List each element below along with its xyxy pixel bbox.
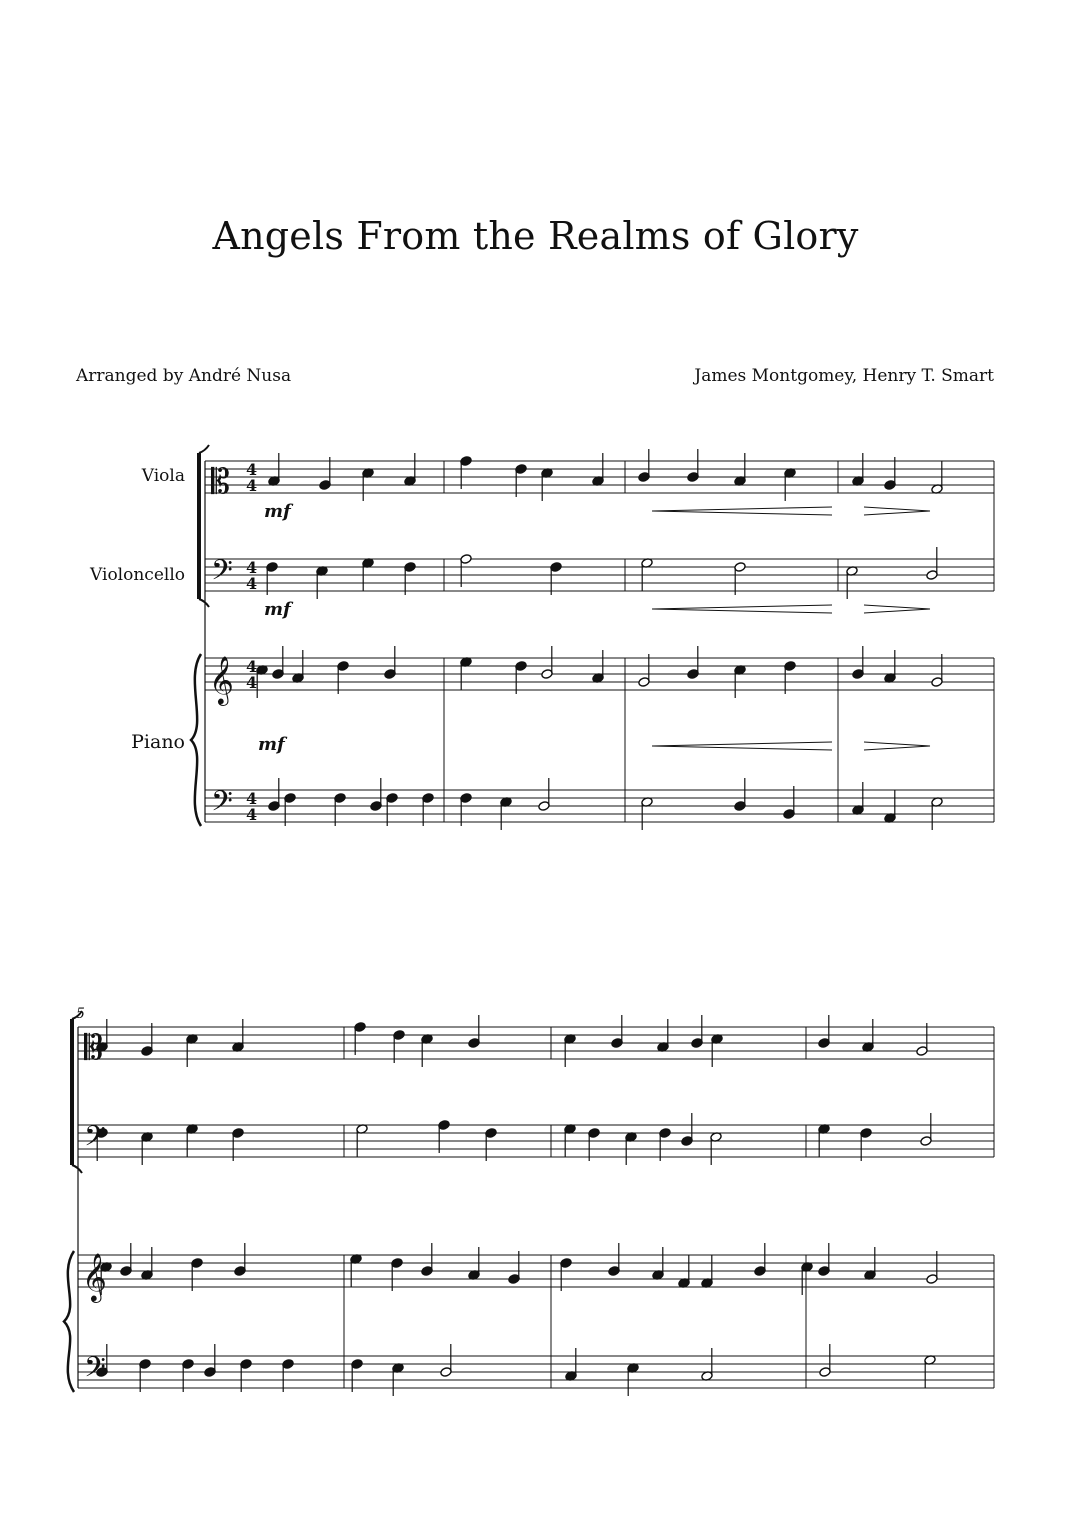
piano-treble-note [608, 1243, 620, 1276]
viola-note [393, 1030, 405, 1063]
crescendo-viola [652, 507, 832, 515]
viola-note [691, 1015, 703, 1048]
s2-treble-clef: 𝄞 [82, 1252, 107, 1301]
viola-note [421, 1034, 433, 1067]
piano-bass-note [819, 1344, 831, 1377]
piano-treble-note [592, 650, 604, 683]
piano-bass-note [370, 778, 382, 811]
cello-note [356, 1124, 368, 1157]
piano-treble-note [926, 1251, 938, 1284]
piano-bass-note [460, 793, 472, 826]
viola-note [852, 453, 864, 486]
piano-bass-note [565, 1348, 577, 1381]
cello-note [860, 1128, 872, 1161]
piano-bass-note [334, 793, 346, 826]
cello-note [641, 558, 653, 591]
decrescendo-piano [864, 742, 930, 750]
piano-bass-note [392, 1363, 404, 1396]
cello-note [438, 1120, 450, 1153]
piano-bass-note [282, 1359, 294, 1392]
piano-bass-note [627, 1363, 639, 1396]
viola-note [319, 457, 331, 490]
time-signature-top: 4 [246, 558, 258, 577]
viola-note [592, 453, 604, 486]
viola-note [404, 453, 416, 486]
time-signature-bottom: 4 [246, 673, 258, 692]
piano-bass-note [182, 1359, 194, 1392]
piano-treble-note [460, 657, 472, 690]
viola-note [541, 468, 553, 501]
piano-treble-note [701, 1255, 713, 1288]
s1-bass-clef-piano: 𝄢 [211, 785, 233, 825]
piano-treble-note [818, 1243, 830, 1276]
piano-bass-note [931, 797, 943, 830]
cello-note [316, 566, 328, 599]
time-signature-bottom: 4 [246, 476, 258, 495]
piano-bass-note [884, 790, 896, 823]
viola-note [515, 464, 527, 497]
s1-treble-clef: 𝄞 [209, 655, 234, 704]
piano-bass-note [641, 797, 653, 830]
piano-treble-note [421, 1243, 433, 1276]
instrument-label-cello: Violoncello [90, 565, 185, 585]
piano-bass-note [139, 1359, 151, 1392]
cello-note [460, 554, 472, 587]
measure-number: 5 [76, 1006, 85, 1022]
piano-treble-note [292, 650, 304, 683]
viola-note [916, 1023, 928, 1056]
piano-bass-note [440, 1344, 452, 1377]
s2-bass-clef-cello: 𝄢 [84, 1120, 106, 1160]
piano-treble-note [141, 1247, 153, 1280]
cello-note [485, 1128, 497, 1161]
piano-treble-note [256, 665, 268, 698]
piano-bass-note [284, 793, 296, 826]
score-labels [76, 460, 930, 1391]
cello-note [920, 1113, 932, 1146]
instrument-label-viola: Viola [141, 466, 185, 486]
viola-note [362, 468, 374, 501]
cello-note [710, 1132, 722, 1165]
piano-treble-note [272, 646, 284, 679]
piano-treble-note [468, 1247, 480, 1280]
piano-treble-note [734, 665, 746, 698]
time-signature-bottom: 4 [246, 574, 258, 593]
piano-bass-note [538, 778, 550, 811]
viola-note [711, 1034, 723, 1067]
piano-bass-note [351, 1359, 363, 1392]
cello-note [232, 1128, 244, 1161]
viola-note [268, 453, 280, 486]
piano-treble-note [391, 1258, 403, 1291]
staves [64, 445, 994, 1392]
time-signature-top: 4 [246, 657, 258, 676]
cello-note [846, 566, 858, 599]
piano-treble-note [884, 650, 896, 683]
viola-note [638, 449, 650, 482]
piano-treble-note [515, 661, 527, 694]
viola-note [564, 1034, 576, 1067]
viola-note [186, 1034, 198, 1067]
cello-note [266, 562, 278, 595]
dynamic-viola: mf [264, 501, 291, 522]
piano-bass-note [924, 1355, 936, 1388]
cello-note [362, 558, 374, 591]
cello-note [734, 562, 746, 595]
piano-treble-note [652, 1247, 664, 1280]
score-title: Angels From the Realms of Glory [212, 214, 859, 258]
viola-note [687, 449, 699, 482]
cello-note [186, 1124, 198, 1157]
piano-treble-note [191, 1258, 203, 1291]
piano-treble-note [678, 1255, 690, 1288]
cello-note [659, 1128, 671, 1161]
dynamic-cello: mf [264, 599, 291, 620]
cello-note [550, 562, 562, 595]
crescendo-piano [652, 742, 832, 750]
s1-piano-brace [191, 654, 201, 826]
piano-treble-note [384, 646, 396, 679]
decrescendo-viola [864, 507, 930, 515]
viola-note [141, 1023, 153, 1056]
cello-note [404, 562, 416, 595]
piano-treble-note [754, 1243, 766, 1276]
s2-alto-clef: 𝄡 [84, 1028, 103, 1068]
piano-bass-note [240, 1359, 252, 1392]
piano-treble-note [350, 1254, 362, 1287]
cello-note [625, 1132, 637, 1165]
arranger-credit: Arranged by André Nusa [76, 366, 292, 386]
s2-piano-brace [64, 1251, 74, 1392]
time-signature-top: 4 [246, 460, 258, 479]
dynamic-piano: mf [258, 734, 285, 755]
viola-note [884, 457, 896, 490]
piano-treble-note [234, 1243, 246, 1276]
cello-note [564, 1124, 576, 1157]
piano-treble-note [801, 1262, 813, 1295]
time-signature-top: 4 [246, 789, 258, 808]
viola-note [611, 1015, 623, 1048]
composer-credit: James Montgomey, Henry T. Smart [694, 366, 994, 386]
viola-note [657, 1019, 669, 1052]
cello-note [588, 1128, 600, 1161]
piano-bass-note [734, 778, 746, 811]
viola-note [931, 461, 943, 494]
cello-note [141, 1132, 153, 1165]
cello-note [681, 1113, 693, 1146]
viola-note [784, 468, 796, 501]
piano-treble-note [638, 654, 650, 687]
viola-note [354, 1022, 366, 1055]
s2-bass-clef-piano: 𝄢 [84, 1351, 106, 1391]
piano-bass-note [500, 797, 512, 830]
viola-note [734, 453, 746, 486]
viola-note [862, 1019, 874, 1052]
piano-bass-note [268, 778, 280, 811]
cello-note [926, 547, 938, 580]
piano-treble-note [541, 646, 553, 679]
viola-note [232, 1019, 244, 1052]
crescendo-cello [652, 605, 832, 613]
piano-treble-note [560, 1258, 572, 1291]
piano-treble-note [852, 646, 864, 679]
piano-bass-note [386, 793, 398, 826]
piano-treble-note [508, 1251, 520, 1284]
decrescendo-cello [864, 605, 930, 613]
instrument-label-piano: Piano [131, 731, 185, 753]
piano-bass-note [783, 786, 795, 819]
piano-bass-note [701, 1348, 713, 1381]
piano-bass-note [852, 782, 864, 815]
viola-note [818, 1015, 830, 1048]
piano-treble-note [784, 661, 796, 694]
piano-treble-note [337, 661, 349, 694]
cello-note [818, 1124, 830, 1157]
piano-bass-note [204, 1344, 216, 1377]
piano-treble-note [120, 1243, 132, 1276]
s1-bass-clef-cello: 𝄢 [211, 554, 233, 594]
piano-treble-note [687, 646, 699, 679]
piano-treble-note [864, 1247, 876, 1280]
piano-bass-note [422, 793, 434, 826]
viola-note [460, 456, 472, 489]
s1-alto-clef: 𝄡 [211, 462, 230, 502]
time-signature-bottom: 4 [246, 805, 258, 824]
piano-treble-note [931, 654, 943, 687]
viola-note [468, 1015, 480, 1048]
